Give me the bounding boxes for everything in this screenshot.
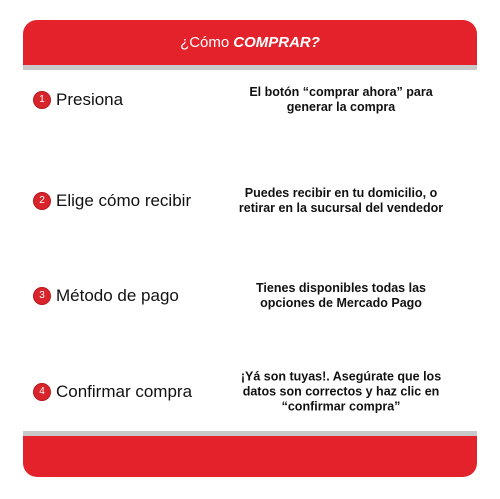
how-to-buy-card <box>23 20 477 477</box>
footer-bar <box>23 436 477 477</box>
step-number-badge: 1 <box>33 91 51 109</box>
step-2 <box>23 181 477 221</box>
header-title-prefix: ¿Cómo <box>180 34 230 51</box>
step-3 <box>23 276 477 316</box>
top-divider <box>23 65 477 70</box>
header-bar <box>23 20 477 65</box>
step-4 <box>23 369 477 414</box>
step-number-badge: 2 <box>33 192 51 210</box>
step-1 <box>23 80 477 120</box>
step-label: Elige cómo recibir <box>56 191 192 210</box>
step-label: Presiona <box>56 90 124 109</box>
step-number-badge: 3 <box>33 287 51 305</box>
step-description: Puedes recibir en tu domicilio, o retirar en la sucursal del vendedor <box>238 186 444 215</box>
step-description: Tienes disponibles todas las opciones de Mercado Pago <box>256 281 426 310</box>
step-label: Confirmar compra <box>56 382 193 401</box>
step-description: El botón “comprar ahora” para generar la compra <box>249 85 433 114</box>
header-title-emphasis: COMPRAR? <box>233 34 320 51</box>
step-number-badge: 4 <box>33 383 51 401</box>
step-description: ¡Yá son tuyas!. Asegúrate que los datos son correctos y haz clic en “confirmar compra” <box>240 369 442 414</box>
step-label: Método de pago <box>56 286 179 305</box>
